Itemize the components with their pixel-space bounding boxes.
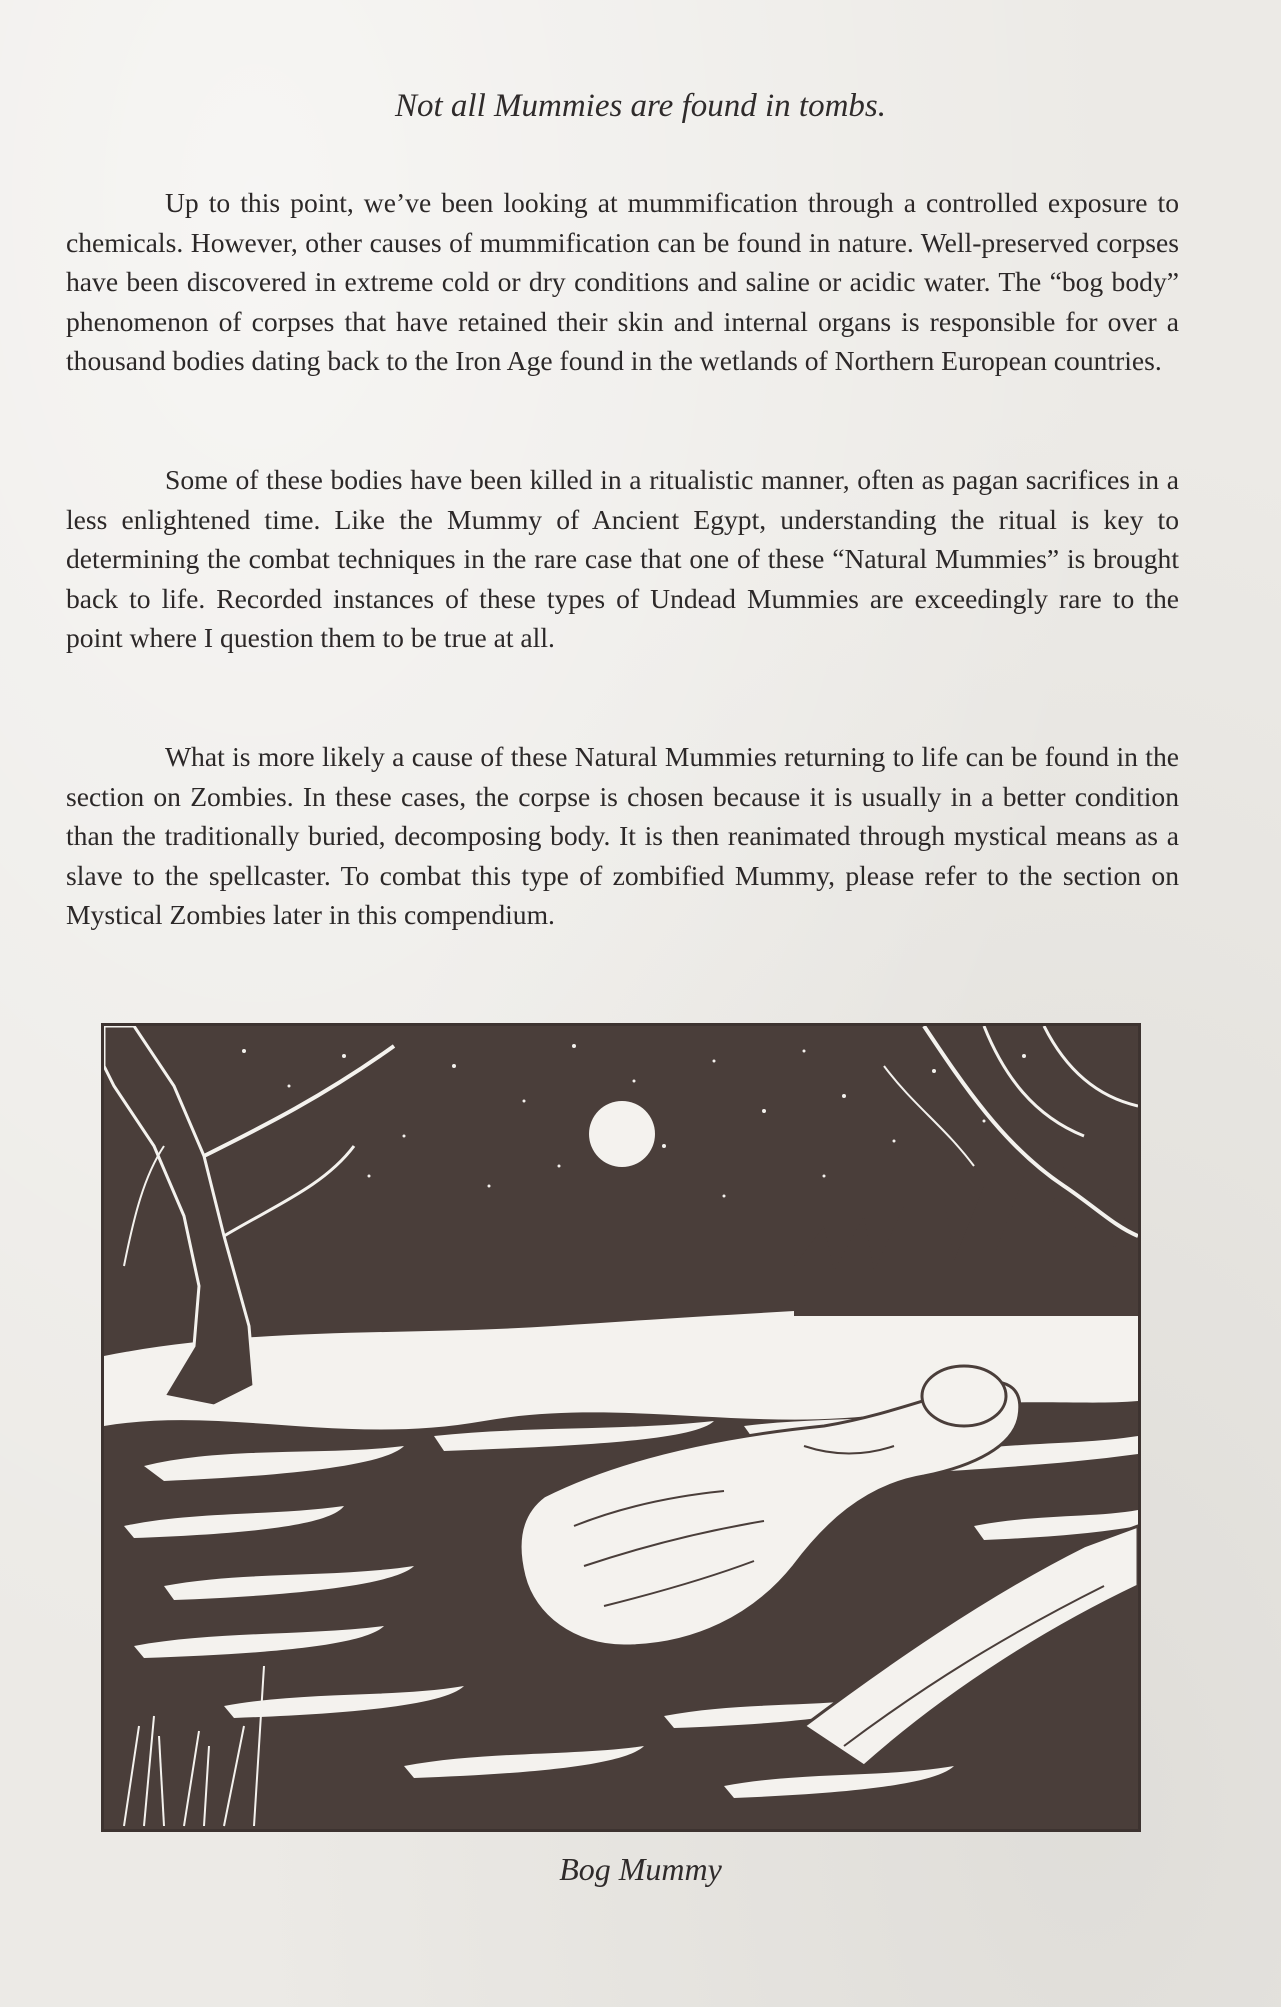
section-subtitle: Not all Mummies are found in tombs. — [394, 88, 887, 124]
paragraph-1: Up to this point, we’ve been looking at mummification through a controlled exposure to chemicals. However, other causes of mummification can be found in nature. Well-preserved corpses have been discovered in extreme cold or dry conditions and saline or acidic water. The “bog body” phenomenon of corpses that have retained their skin and internal organs is responsible for over a thousand bodies dating back to the Iron Age found in the wetlands of Northern European countries. — [66, 187, 1179, 377]
moon — [589, 1101, 655, 1167]
paragraph-2: Some of these bodies have been killed in a ritualistic manner, often as pagan sacrifices in a less enlightened time. Like the Mummy of Ancient Egypt, understanding the ritual is key to determining the combat techniques in the rare case that one of these “Natural Mummies” is brought back to life. Recorded instances of these types of Undead Mummies are exceedingly rare to the point where I question them to be true at all. — [66, 464, 1179, 654]
paragraph-3: What is more likely a cause of these Natural Mummies returning to life can be found in the section on Zombies. In these cases, the corpse is chosen because it is usually in a better condition than the traditionally buried, decomposing body. It is then reanimated through mystical means as a slave to the spellcaster. To combat this type of zombified Mummy, please refer to the section on Mystical Zombies later in this compendium. — [66, 741, 1179, 931]
bog-mummy-illustration — [101, 1023, 1141, 1832]
figure-head — [922, 1366, 1006, 1426]
illustration-caption: Bog Mummy — [559, 1851, 722, 1887]
